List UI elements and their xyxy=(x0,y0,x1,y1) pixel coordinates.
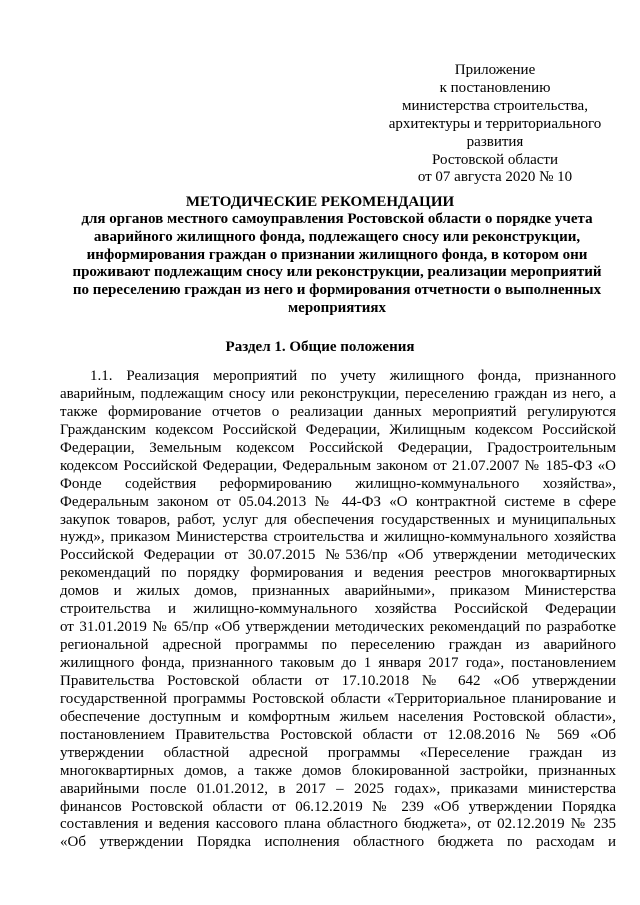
paragraph-line: рекомендаций по порядку формирования и ведения реестров многоквартирных xyxy=(60,565,616,582)
paragraph-line: Российской Федерации от 30.07.2015 №536/пр «Об утверждении методических xyxy=(60,547,616,564)
paragraph-line: составления и ведения кассового плана областного бюджета», от 02.12.2019 № 235 xyxy=(60,816,616,833)
paragraph-line: закупок товаров, работ, услуг для обеспечения государственных и муниципальных xyxy=(60,511,616,528)
subtitle-line: по переселению граждан из него и формирования отчетности о выполненных xyxy=(72,282,602,299)
paragraph-line: строительства и жилищно-коммунального хозяйства Российской Федерации xyxy=(60,601,616,618)
subtitle-line: мероприятиях xyxy=(287,299,387,316)
document-title: МЕТОДИЧЕСКИЕ РЕКОМЕНДАЦИИ xyxy=(185,194,455,210)
appendix-line: Приложение xyxy=(454,62,536,78)
section-heading: Раздел 1. Общие положения xyxy=(225,339,415,355)
paragraph-line: Правительства Ростовской области от 17.10.2018 № 642 «Об утверждении xyxy=(60,672,616,689)
paragraph-line: жилищного фонда, признанного таковым до 1 января 2017 года», постановлением xyxy=(60,655,616,671)
paragraph-line: аварийным, подлежащим сносу или реконструкции, переселению граждан из него, а xyxy=(60,385,616,402)
paragraph-line: кодексом Российской Федерации, Федеральным законом от 21.07.2007 № 185-ФЗ «О xyxy=(60,457,616,474)
paragraph-line: также формирование отчетов о реализации данных мероприятий регулируются xyxy=(60,403,616,420)
paragraph-line: Гражданским кодексом Российской Федерации, Жилищным кодексом Российской xyxy=(60,421,616,438)
paragraph-line: Фонде содействия реформированию жилищно-коммунального хозяйства», xyxy=(60,475,616,492)
paragraph-line: финансов Ростовской области от 06.12.2019 № 239 «Об утверждении Порядка xyxy=(60,798,616,815)
paragraph-line: постановлением Правительства Ростовской области от 12.08.2016 № 569 «Об xyxy=(60,726,616,743)
paragraph-line: обеспечение доступным и комфортным жильем населения Ростовской области», xyxy=(60,708,616,725)
paragraph-line: многоквартирных домов, а также домов блокированной застройки, признанных xyxy=(60,762,616,779)
paragraph-line: региональной адресной программы по переселению граждан из аварийного xyxy=(60,637,616,654)
appendix-block xyxy=(360,62,630,187)
appendix-line: министерства строительства, xyxy=(402,97,588,114)
appendix-line: развития xyxy=(466,133,524,150)
appendix-line: архитектуры и территориального xyxy=(388,115,602,132)
paragraph-line: «Об утверждении Порядка исполнения областного бюджета по расходам и xyxy=(60,834,616,851)
paragraph-line: аварийными после 01.01.2012, в 2017 – 2025 годах», приказами министерства xyxy=(60,780,616,797)
appendix-line: от 07 августа 2020 № 10 xyxy=(417,169,573,186)
subtitle-line: для органов местного самоуправления Ростовской области о порядке учета xyxy=(81,211,593,227)
document-subtitle xyxy=(60,211,614,318)
paragraph-line: Федеральным законом от 05.04.2013 № 44-ФЗ «О контрактной системе в сфере xyxy=(60,493,616,510)
paragraph-line: Федерации, Земельным кодексом Российской Федерации, Градостроительным xyxy=(60,439,616,456)
subtitle-line: аварийного жилищного фонда, подлежащего сносу или реконструкции, xyxy=(93,228,581,245)
paragraph-line: от 31.01.2019 № 65/пр «Об утверждении методических рекомендаций по разработке xyxy=(60,619,616,636)
paragraph-line: государственной программы Ростовской области «Территориальное планирование и xyxy=(60,690,616,707)
appendix-line: Ростовской области xyxy=(432,151,558,168)
subtitle-line: информирования граждан о признании жилищного фонда, в котором они xyxy=(86,246,588,263)
appendix-line: к постановлению xyxy=(439,79,551,96)
paragraph-line: утверждении областной адресной программы «Переселение граждан из xyxy=(60,744,616,761)
paragraph-1-1 xyxy=(60,368,616,852)
subtitle-line: проживают подлежащим сносу или реконструкции, реализации мероприятий xyxy=(72,264,602,281)
paragraph-line: нужд», приказом Министерства строительства и жилищно-коммунального хозяйства xyxy=(60,529,616,546)
paragraph-line: 1.1. Реализация мероприятий по учету жилищного фонда, признанного xyxy=(90,368,616,384)
paragraph-line: домов и жилых домов, признанных аварийными», приказом Министерства xyxy=(60,583,616,600)
